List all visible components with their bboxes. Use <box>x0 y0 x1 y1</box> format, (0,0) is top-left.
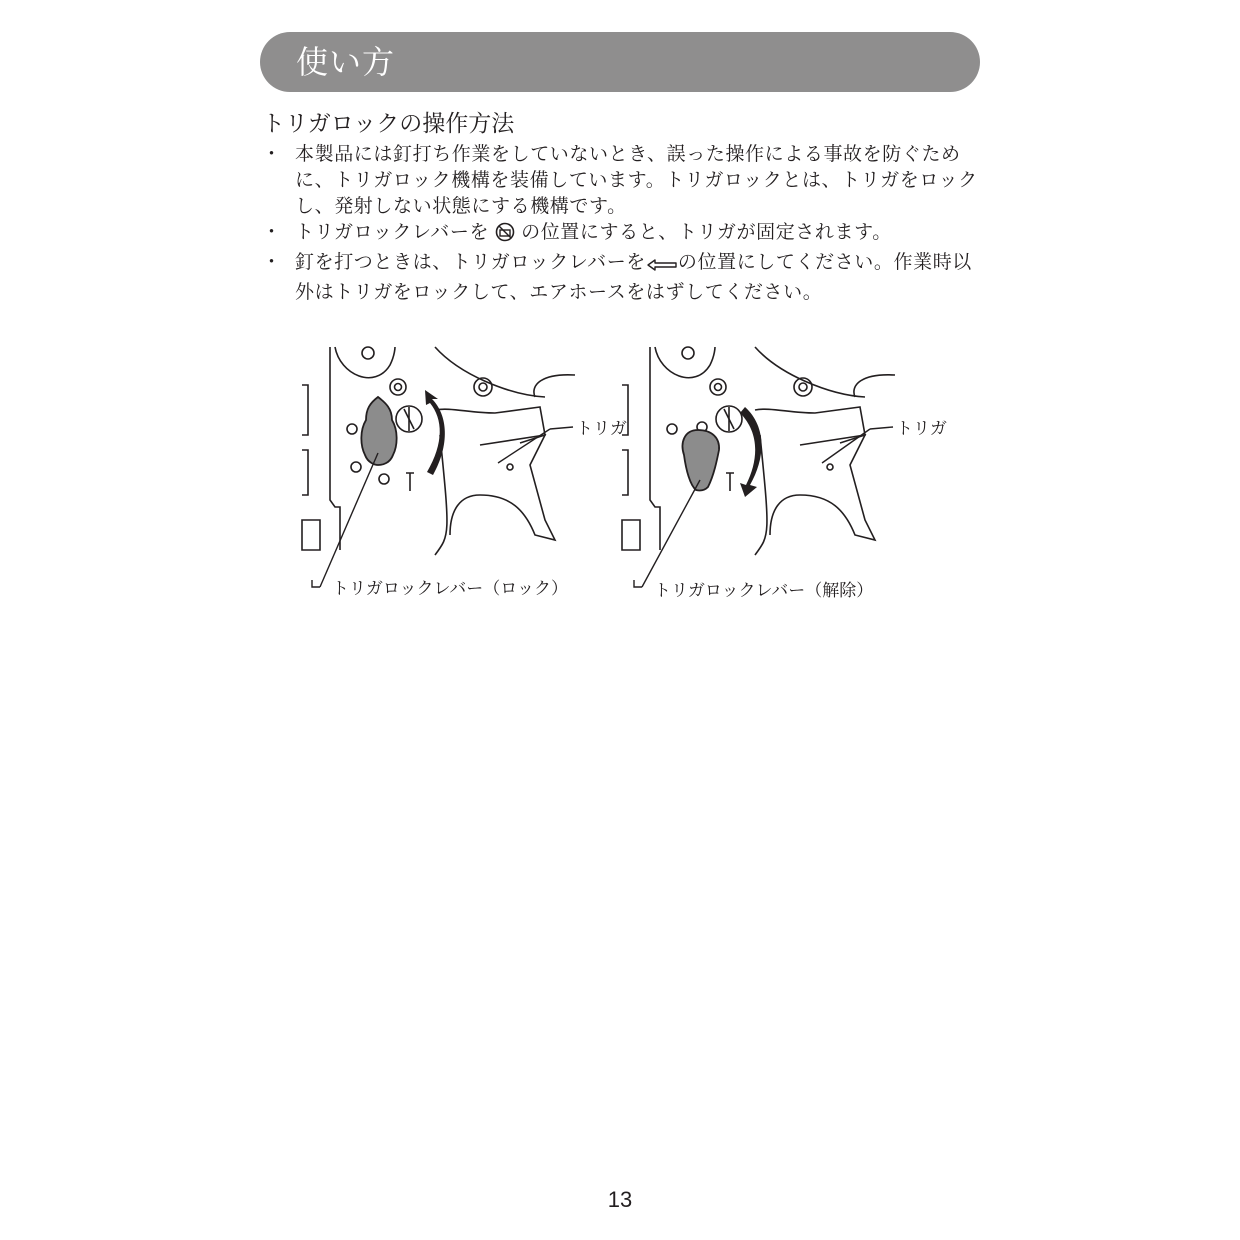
list-item: ・ トリガロックレバーを の位置にすると、トリガが固定されます。 <box>268 219 988 249</box>
figure-released <box>622 347 947 601</box>
lever-label-released: トリガロックレバー（解除） <box>654 581 874 601</box>
list-item: ・ 釘を打つときは、トリガロックレバーを の位置にしてください。作業時以外はトリガをロックして、エアホースをはずしてください。 <box>268 249 988 305</box>
page-number: 13 <box>607 1187 633 1212</box>
trigger-label-locked: トリガ <box>576 419 627 439</box>
list-item: ・ 本製品には釘打ち作業をしていないとき、誤った操作による事故を防ぐために、トリガロック機構を装備しています。トリガロックとは、トリガをロックし、発射しない状態にする機構です。 <box>268 141 988 219</box>
trigger-lock-lever-released <box>683 430 720 491</box>
trigger-label-released: トリガ <box>896 419 947 439</box>
lock-symbol-icon <box>495 222 515 249</box>
trigger-lock-illustrations <box>280 335 960 610</box>
lever-label-locked: トリガロックレバー（ロック） <box>332 579 568 599</box>
trigger-lock-lever-locked <box>361 397 396 465</box>
release-rotation-arrow-icon <box>740 407 761 497</box>
release-arrow-icon <box>647 253 677 279</box>
page-title: 使い方 <box>296 43 396 81</box>
instruction-list <box>268 141 988 305</box>
section-title: トリガロックの操作方法 <box>262 111 515 137</box>
section-header-bar <box>260 32 980 92</box>
